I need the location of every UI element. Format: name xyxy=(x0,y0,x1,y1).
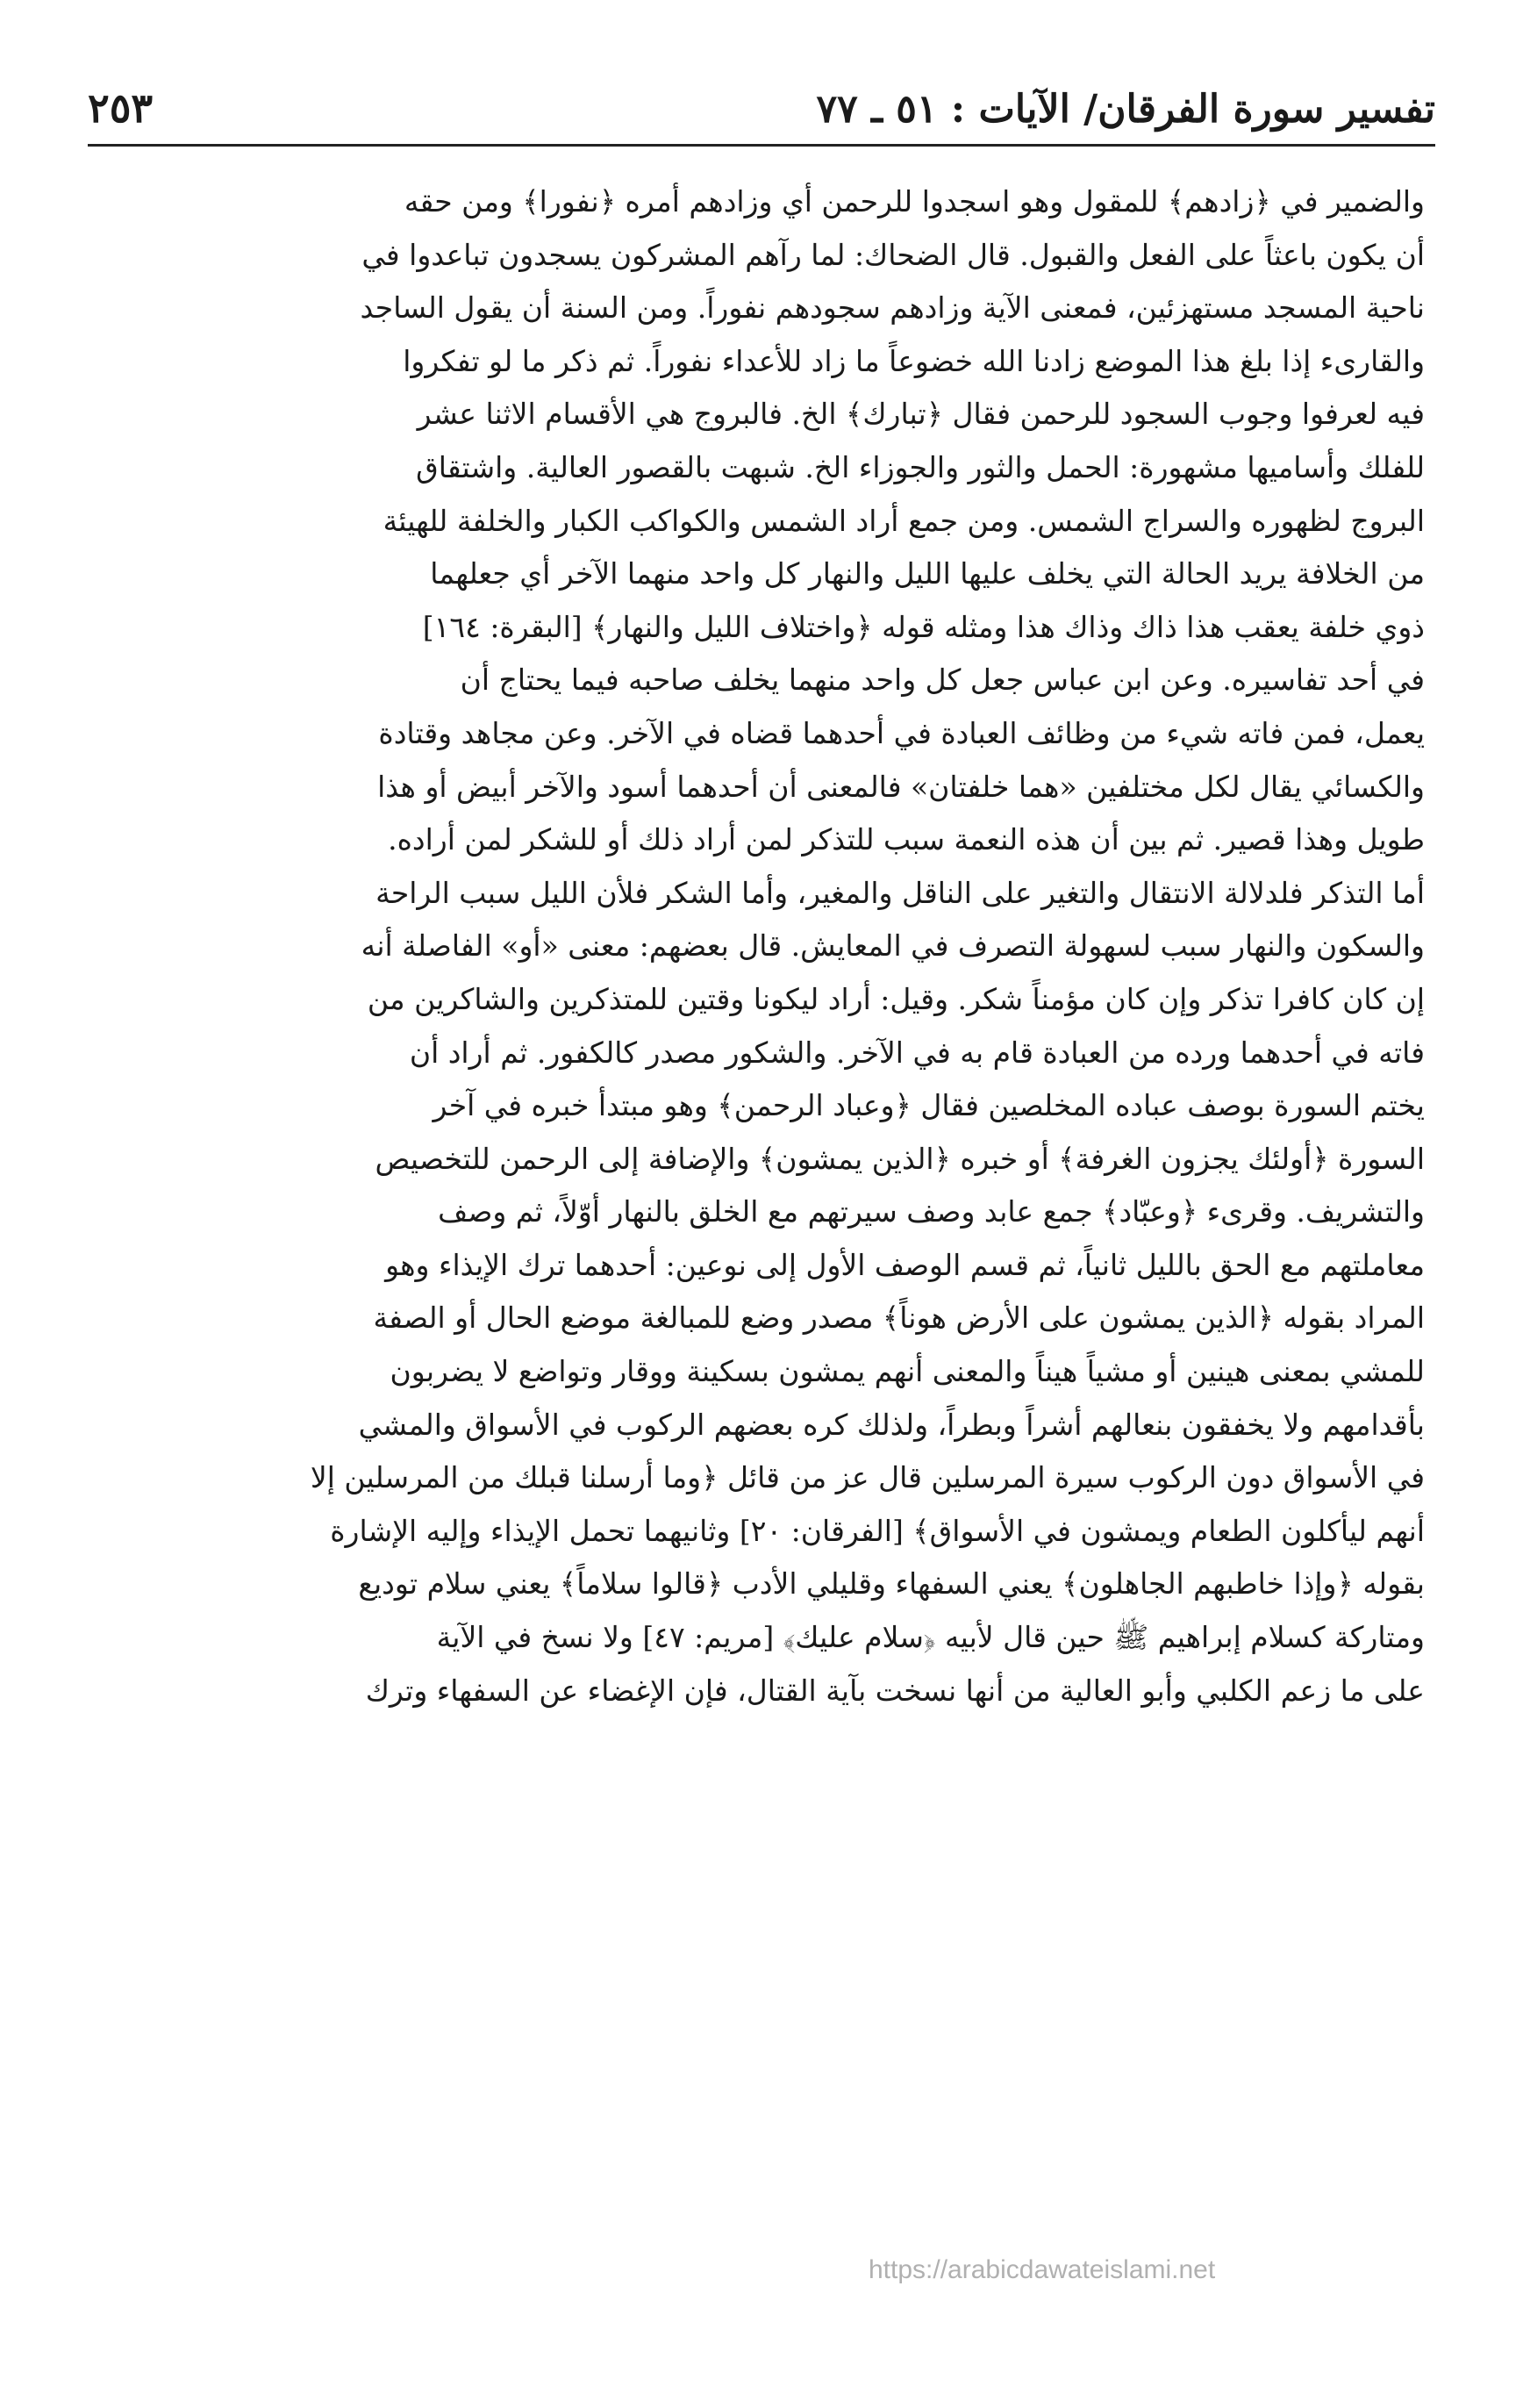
text-line: السورة ﴿أولئك يجزون الغرفة﴾ أو خبره ﴿الذين يمشون﴾ والإضافة إلى الرحمن للتخصيص xyxy=(375,1141,1425,1176)
watermark-url: https://arabicdawateislami.net xyxy=(869,2255,1216,2284)
text-line: إن كان كافرا تذكر وإن كان مؤمناً شكر. وقيل: أراد ليكونا وقتين للمتذكرين والشاكرين من xyxy=(367,981,1425,1016)
text-line: ذوي خلفة يعقب هذا ذاك وذاك هذا ومثله قوله ﴿واختلاف الليل والنهار﴾ [البقرة: ١٦٤] xyxy=(422,609,1425,644)
text-line: ومتاركة كسلام إبراهيم ﷺ حين قال لأبيه ﴿سلام عليك﴾ [مريم: ٤٧] ولا نسخ في الآية xyxy=(436,1620,1425,1655)
text-line: والضمير في ﴿زادهم﴾ للمقول وهو اسجدوا للرحمن أي وزادهم أمره ﴿نفورا﴾ ومن حقه xyxy=(404,184,1425,219)
text-line: بقوله ﴿وإذا خاطبهم الجاهلون﴾ يعني السفهاء وقليلي الأدب ﴿قالوا سلاماً﴾ يعني سلام توديع xyxy=(358,1566,1425,1602)
header-divider xyxy=(88,144,1435,147)
text-line: طويل وهذا قصير. ثم بين أن هذه النعمة سبب للتذكر لمن أراد ذلك أو للشكر لمن أراده. xyxy=(388,822,1425,857)
text-line: والقارىء إذا بلغ هذا الموضع زادنا الله خضوعاً ما زاد للأعداء نفوراً. ثم ذكر ما لو تفكروا xyxy=(403,343,1425,378)
page-number: ٢٥٣ xyxy=(88,84,154,132)
text-line: أما التذكر فلدلالة الانتقال والتغير على الناقل والمغير، وأما الشكر فلأن الليل سبب الراحة xyxy=(375,875,1425,910)
text-line: من الخلافة يريد الحالة التي يخلف عليها الليل والنهار كل واحد منهما الآخر أي جعلهما xyxy=(430,556,1425,591)
text-line: في الأسواق دون الركوب سيرة المرسلين قال عز من قائل ﴿وما أرسلنا قبلك من المرسلين إلا xyxy=(310,1460,1425,1495)
text-line: والكسائي يقال لكل مختلفين «هما خلفتان» فالمعنى أن أحدهما أسود والآخر أبيض أو هذا xyxy=(377,769,1425,804)
text-line: يعمل، فمن فاته شيء من وظائف العبادة في أحدهما قضاه في الآخر. وعن مجاهد وقتادة xyxy=(378,715,1425,750)
text-line: بأقدامهم ولا يخفقون بنعالهم أشراً وبطراً، ولذلك كره بعضهم الركوب في الأسواق والمشي xyxy=(358,1407,1425,1442)
text-line: على ما زعم الكلبي وأبو العالية من أنها نسخت بآية القتال، فإن الإغضاء عن السفهاء وترك xyxy=(365,1673,1425,1708)
text-line: والتشريف. وقرىء ﴿وعبّاد﴾ جمع عابد وصف سيرتهم مع الخلق بالنهار أوّلاً، ثم وصف xyxy=(438,1194,1425,1229)
text-line: والسكون والنهار سبب لسهولة التصرف في المعايش. قال بعضهم: معنى «أو» الفاصلة أنه xyxy=(361,928,1425,964)
running-title: تفسير سورة الفرقان/ الآيات : ٥١ ـ ٧٧ xyxy=(816,87,1435,132)
text-line: البروج لظهوره والسراج الشمس. ومن جمع أراد الشمس والكواكب الكبار والخلفة للهيئة xyxy=(383,503,1425,538)
body-text xyxy=(98,176,1425,1717)
text-line: المراد بقوله ﴿الذين يمشون على الأرض هوناً﴾ مصدر وضع للمبالغة موضع الحال أو الصفة xyxy=(373,1301,1425,1336)
text-line: فيه لعرفوا وجوب السجود للرحمن فقال ﴿تبارك﴾ الخ. فالبروج هي الأقسام الاثنا عشر xyxy=(417,397,1425,432)
text-line: معاملتهم مع الحق بالليل ثانياً، ثم قسم الوصف الأول إلى نوعين: أحدهما ترك الإيذاء وهو xyxy=(385,1247,1425,1282)
text-line: يختم السورة بوصف عباده المخلصين فقال ﴿وعباد الرحمن﴾ وهو مبتدأ خبره في آخر xyxy=(433,1088,1425,1123)
text-line: للفلك وأساميها مشهورة: الحمل والثور والجوزاء الخ. شبهت بالقصور العالية. واشتقاق xyxy=(416,449,1425,484)
text-line: للمشي بمعنى هينين أو مشياً هيناً والمعنى أنهم يمشون بسكينة ووقار وتواضع لا يضربون xyxy=(390,1354,1425,1389)
text-line: في أحد تفاسيره. وعن ابن عباس جعل كل واحد منهما يخلف صاحبه فيما يحتاج أن xyxy=(460,663,1425,698)
text-line: أنهم ليأكلون الطعام ويمشون في الأسواق﴾ [الفرقان: ٢٠] وثانيهما تحمل الإيذاء وإليه الإشارة xyxy=(330,1513,1425,1548)
text-line: ناحية المسجد مستهزئين، فمعنى الآية وزادهم سجودهم نفوراً. ومن السنة أن يقول الساجد xyxy=(360,290,1425,326)
text-line: فاته في أحدهما ورده من العبادة قام به في الآخر. والشكور مصدر كالكفور. ثم أراد أن xyxy=(409,1035,1425,1070)
page-header xyxy=(88,53,1435,140)
text-line: أن يكون باعثاً على الفعل والقبول. قال الضحاك: لما رآهم المشركون يسجدون تباعدوا في xyxy=(361,237,1425,272)
